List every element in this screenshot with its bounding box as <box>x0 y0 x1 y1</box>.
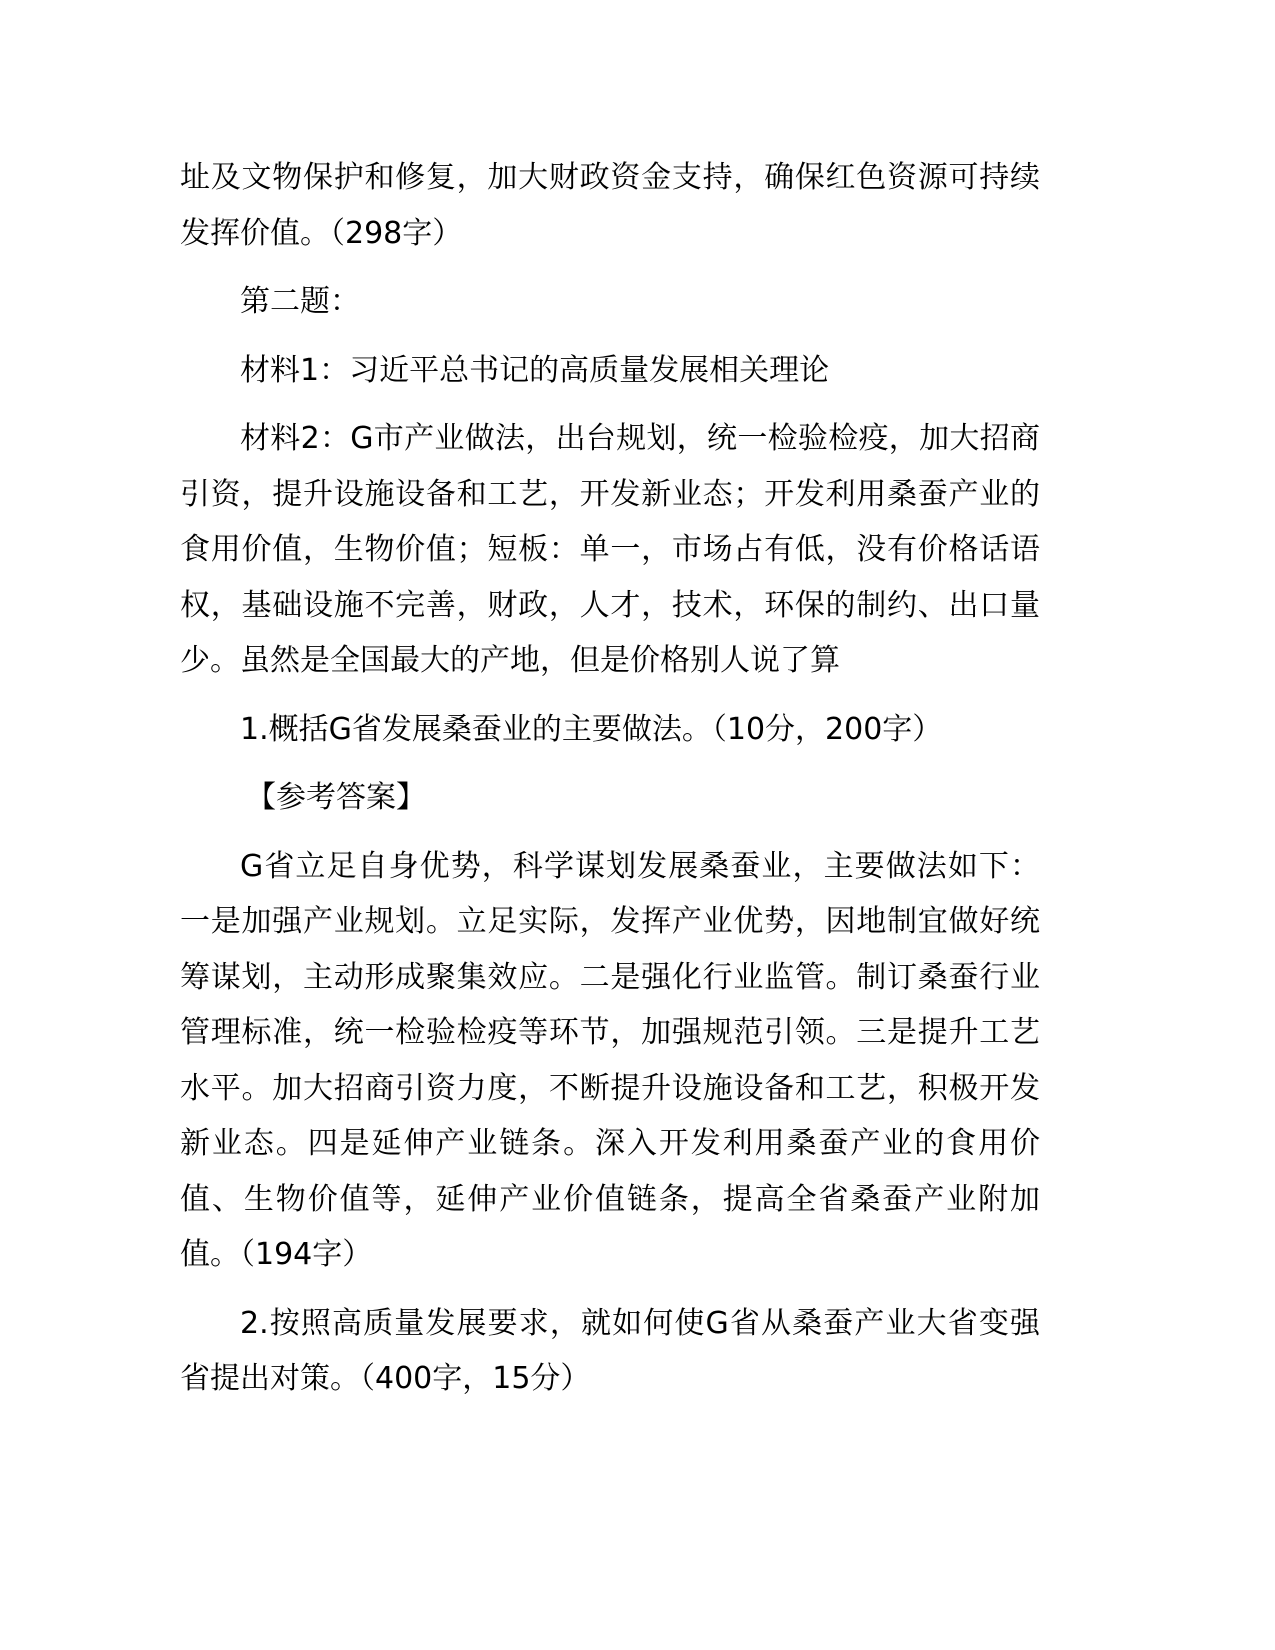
material-1: 材料1：习近平总书记的高质量发展相关理论 <box>240 352 830 388</box>
paragraph-continuation: 址及文物保护和修复，加大财政资金支持，确保红色资源可持续发挥价值。（298字） <box>180 160 1040 251</box>
answer-1: G省立足自身优势，科学谋划发展桑蚕业，主要做法如下：一是加强产业规划。立足实际，发挥产业优势，因地制宜做好统筹谋划，主动形成聚集效应。二是强化行业监管。制订桑蚕行业管理标准，统一检验检疫等环节，加强规范引领。三是提升工艺水平。加大招商引资力度，不断提升设施设备和工艺，积极开发新业态。四是延伸产业链条。深入开发利用桑蚕产业的食用价值、生物价值等，延伸产业价值链条，提高全省桑蚕产业附加值。（194字） <box>180 848 1040 1272</box>
document-body <box>180 150 1040 1420</box>
question-2: 2.按照高质量发展要求，就如何使G省从桑蚕产业大省变强省提出对策。（400字，15分） <box>180 1305 1040 1396</box>
question-1: 1.概括G省发展桑蚕业的主要做法。（10分，200字） <box>240 711 943 747</box>
material-2: 材料2：G市产业做法，出台规划，统一检验检疫，加大招商引资，提升设施设备和工艺，开发新业态；开发利用桑蚕产业的食用价值，生物价值；短板：单一，市场占有低，没有价格话语权，基础设施不完善，财政，人才，技术，环保的制约、出口量少。虽然是全国最大的产地，但是价格别人说了算 <box>180 421 1040 678</box>
question-heading: 第二题： <box>240 284 360 319</box>
reference-answer-heading: 【参考答案】 <box>246 780 426 815</box>
